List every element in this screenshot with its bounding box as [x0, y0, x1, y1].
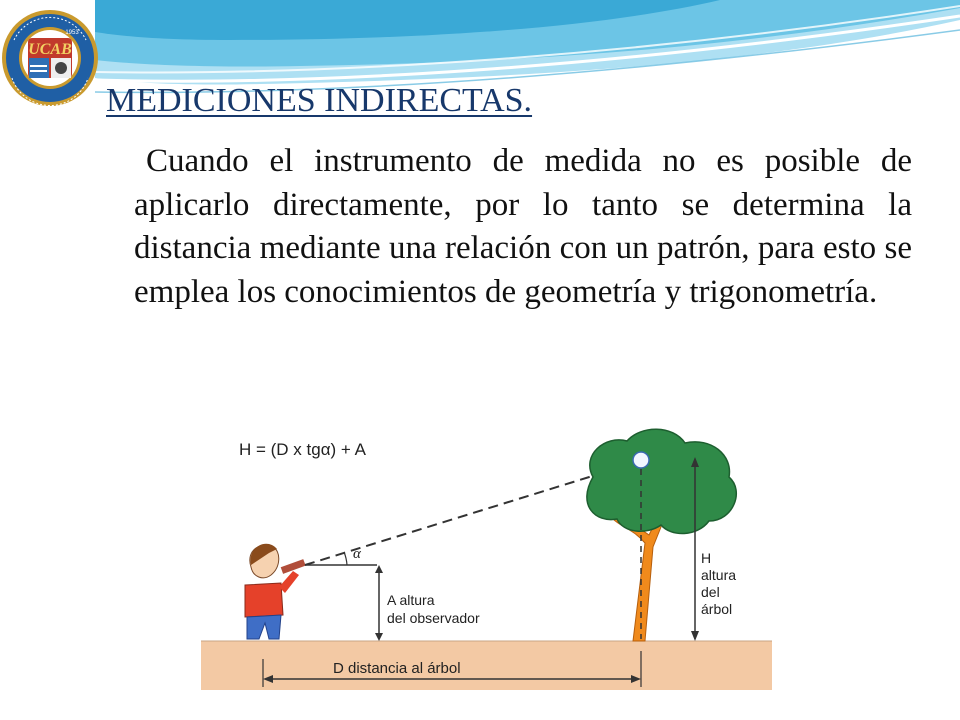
tree-height-label-1: H	[701, 550, 712, 566]
slide-body-text: Cuando el instrumento de medida no es posible de aplicarlo directamente, por lo tanto se determina la distancia mediante una relación con un patrón, para esto se emplea los conocimientos de geometría y trigonometría.	[134, 143, 912, 310]
alpha-angle-label: α	[353, 546, 361, 562]
formula-label: H = (D x tgα) + A	[239, 440, 366, 459]
indirect-measurement-diagram	[201, 425, 772, 690]
university-seal-logo	[0, 0, 100, 118]
tree-height-label-3: del	[701, 584, 720, 600]
slide-title: MEDICIONES INDIRECTAS.	[106, 82, 533, 119]
logo-text: UCAB	[28, 41, 72, 58]
logo-year: 1953	[65, 30, 79, 36]
tree-height-label-4: árbol	[701, 601, 733, 617]
distance-label: D distancia al árbol	[333, 660, 461, 677]
observer-height-label-2: del observador	[387, 610, 480, 626]
observer-height-label-1: A altura	[387, 592, 435, 608]
tree-height-label-2: altura	[701, 567, 737, 583]
